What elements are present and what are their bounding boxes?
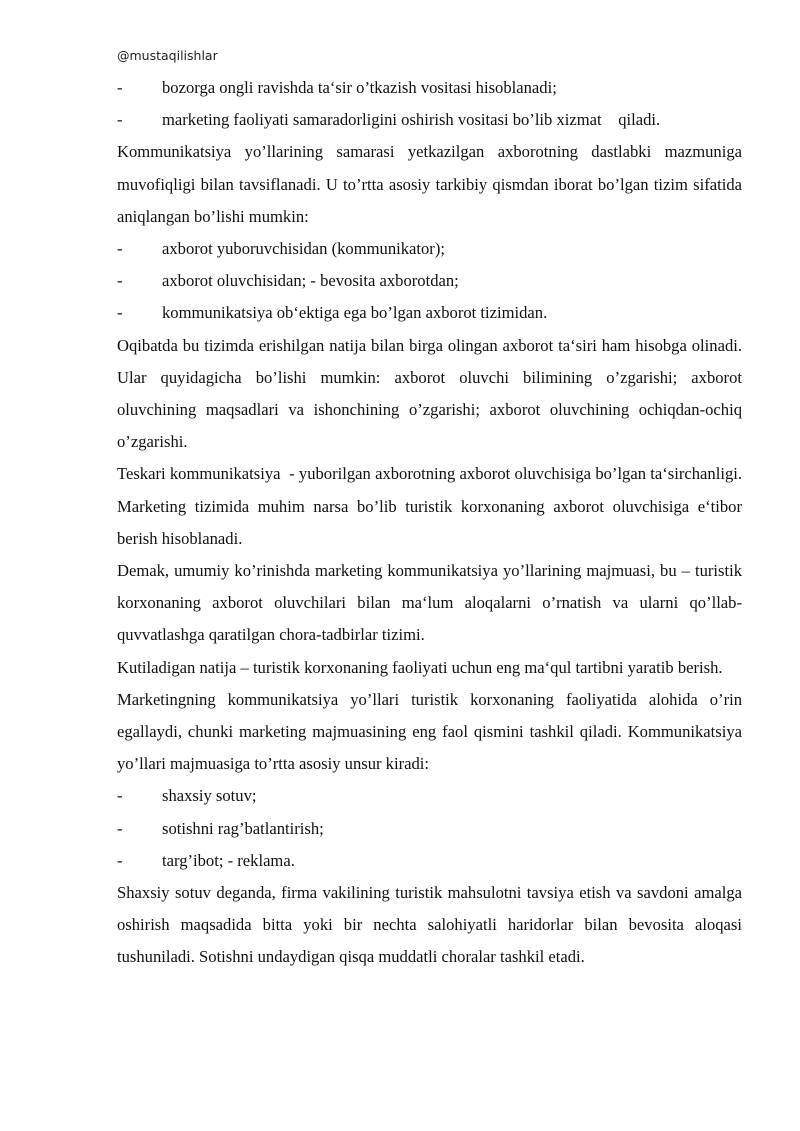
list-item: - axborot yuboruvchisidan (kommunikator); (117, 233, 742, 265)
list-dash: - (117, 303, 123, 323)
list-dash: - (117, 78, 123, 97)
paragraph: Shaxsiy sotuv deganda, firma vakilining turistik mahsulotni tavsiya etish va savdoni amalga oshirish maqsadida bitta yoki bir nechta salohiyatli haridorlar bilan bevosita aloqasi tushuniladi. Sotishni undaydigan qisqa muddatli choralar tashkil etadi. (117, 883, 742, 967)
list-item: - shaxsiy sotuv; (117, 780, 742, 812)
list-item: - sotishni rag’batlantirish; (117, 813, 742, 845)
paragraph: Teskari kommunikatsiya - yuborilgan axborotning axborot oluvchisiga bo’lgan taʻsirchanligi. Marketing tizimida muhim narsa bo’lib turistik korxonaning axborot oluvchisiga eʻtibor berish hisoblanadi. (117, 464, 747, 548)
paragraph: Demak, umumiy ko’rinishda marketing kommunikatsiya yo’llarining majmuasi, bu – turistik korxonaning axborot oluvchilari bilan maʻlum aloqalarni o’rnatish va ularni qo’llab-quvvatlashga qaratilgan chora-tadbirlar tizimi. (117, 561, 742, 645)
watermark-text: @mustaqilishlar (117, 48, 218, 63)
list-dash: - (117, 850, 123, 870)
list-dash: - (117, 271, 123, 291)
paragraph: Marketingning kommunikatsiya yo’llari turistik korxonaning faoliyatida alohida o’rin egallaydi, chunki marketing majmuasining eng faol qismini tashkil qiladi. Kommunikatsiya yo’llari majmuasiga to’rtta asosiy unsur kiradi: (117, 689, 742, 774)
list-item: - marketing faoliyati samaradorligini oshirish vositasi bo’lib xizmat qiladi. (117, 104, 742, 136)
list-dash: - (117, 786, 123, 806)
list-item: - kommunikatsiya obʻektiga ega bo’lgan axborot tizimidan. (117, 297, 742, 329)
document-body (117, 72, 747, 974)
list-item: - targ’ibot; - reklama. (117, 845, 742, 877)
paragraph: Kommunikatsiya yo’llarining samarasi yetkazilgan axborotning dastlabki mazmuniga muvofiqligi bilan tavsiflanadi. U to’rtta asosiy tarkibiy qismdan iborat bo’lgan tizim sifatida aniqlangan bo’lishi mumkin: (117, 142, 742, 226)
list-dash: - (117, 818, 123, 838)
paragraph: Oqibatda bu tizimda erishilgan natija bilan birga olingan axborot taʻsiri ham hisobga olinadi. Ular quyidagicha bo’lishi mumkin: axborot oluvchi bilimining o’zgarishi; axborot oluvchining maqsadlari va ishonchining o’zgarishi; axborot oluvchining ochiqdan-ochiq o’zgarishi. (117, 335, 742, 452)
paragraph: Kutiladigan natija – turistik korxonaning faoliyati uchun eng maʻqul tartibni yaratib berish. (117, 657, 723, 677)
list-dash: - (117, 239, 123, 259)
list-item: - bozorga ongli ravishda taʻsir o’tkazish vositasi hisoblanadi; (117, 72, 742, 104)
list-dash: - (117, 110, 123, 130)
list-item: - axborot oluvchisidan; - bevosita axborotdan; (117, 265, 742, 297)
